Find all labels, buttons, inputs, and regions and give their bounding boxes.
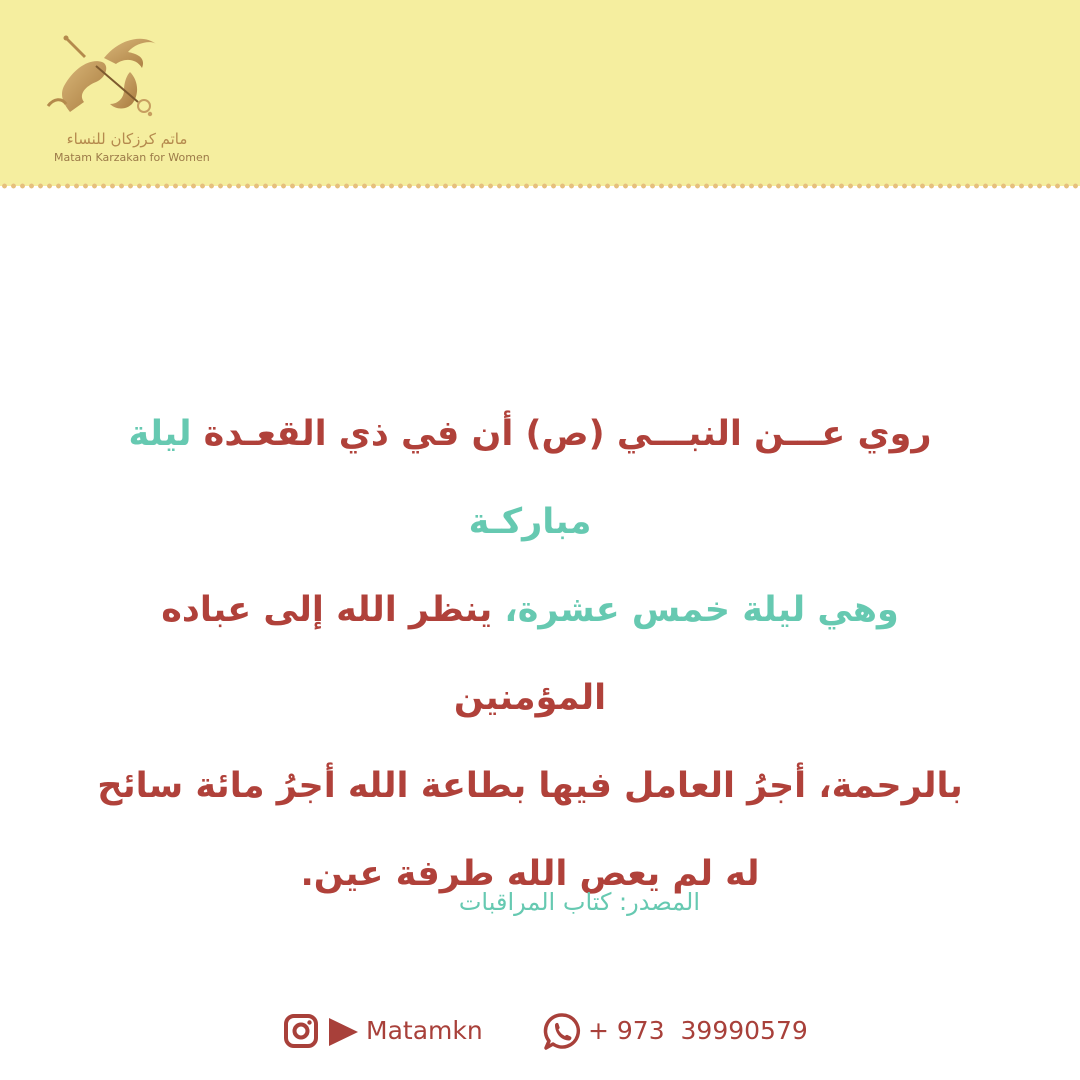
contact-footer — [0, 1008, 1080, 1056]
youtube-icon[interactable] — [326, 1016, 360, 1048]
quote-text: روي عـــن النبـــي (ص) أن في ذي القعـدة — [203, 414, 932, 454]
brand-logo — [40, 28, 230, 168]
quote-highlight: ليلة مباركـة — [128, 414, 592, 542]
quote-highlight: ليلة خمس عشرة، — [504, 590, 806, 630]
quote-line: له لم يعص الله طرفة عين. — [300, 854, 760, 894]
whatsapp-icon[interactable] — [543, 1012, 581, 1052]
quote-highlight: وهي — [817, 590, 899, 630]
calligraphy-logo-icon — [40, 28, 180, 128]
quote-line: بالرحمة، أجرُ العامل فيها بطاعة الله أجرُ مائة سائح — [97, 766, 963, 806]
phone-number[interactable]: + 973 39990579 — [588, 1016, 808, 1045]
quote-line — [80, 566, 980, 742]
quote-line — [80, 390, 980, 566]
brand-name-arabic: ماتم كرزكان للنساء — [66, 130, 188, 148]
dotted-border — [0, 182, 1080, 190]
quote-text: ينظر الله إلى عباده المؤمنين — [161, 590, 607, 718]
source-citation: المصدر: كتاب المراقبات — [458, 888, 700, 916]
social-handle[interactable]: Matamkn — [366, 1016, 483, 1045]
instagram-icon[interactable] — [284, 1014, 318, 1048]
hadith-quote — [80, 390, 980, 918]
brand-name-english: Matam Karzakan for Women — [54, 151, 210, 164]
